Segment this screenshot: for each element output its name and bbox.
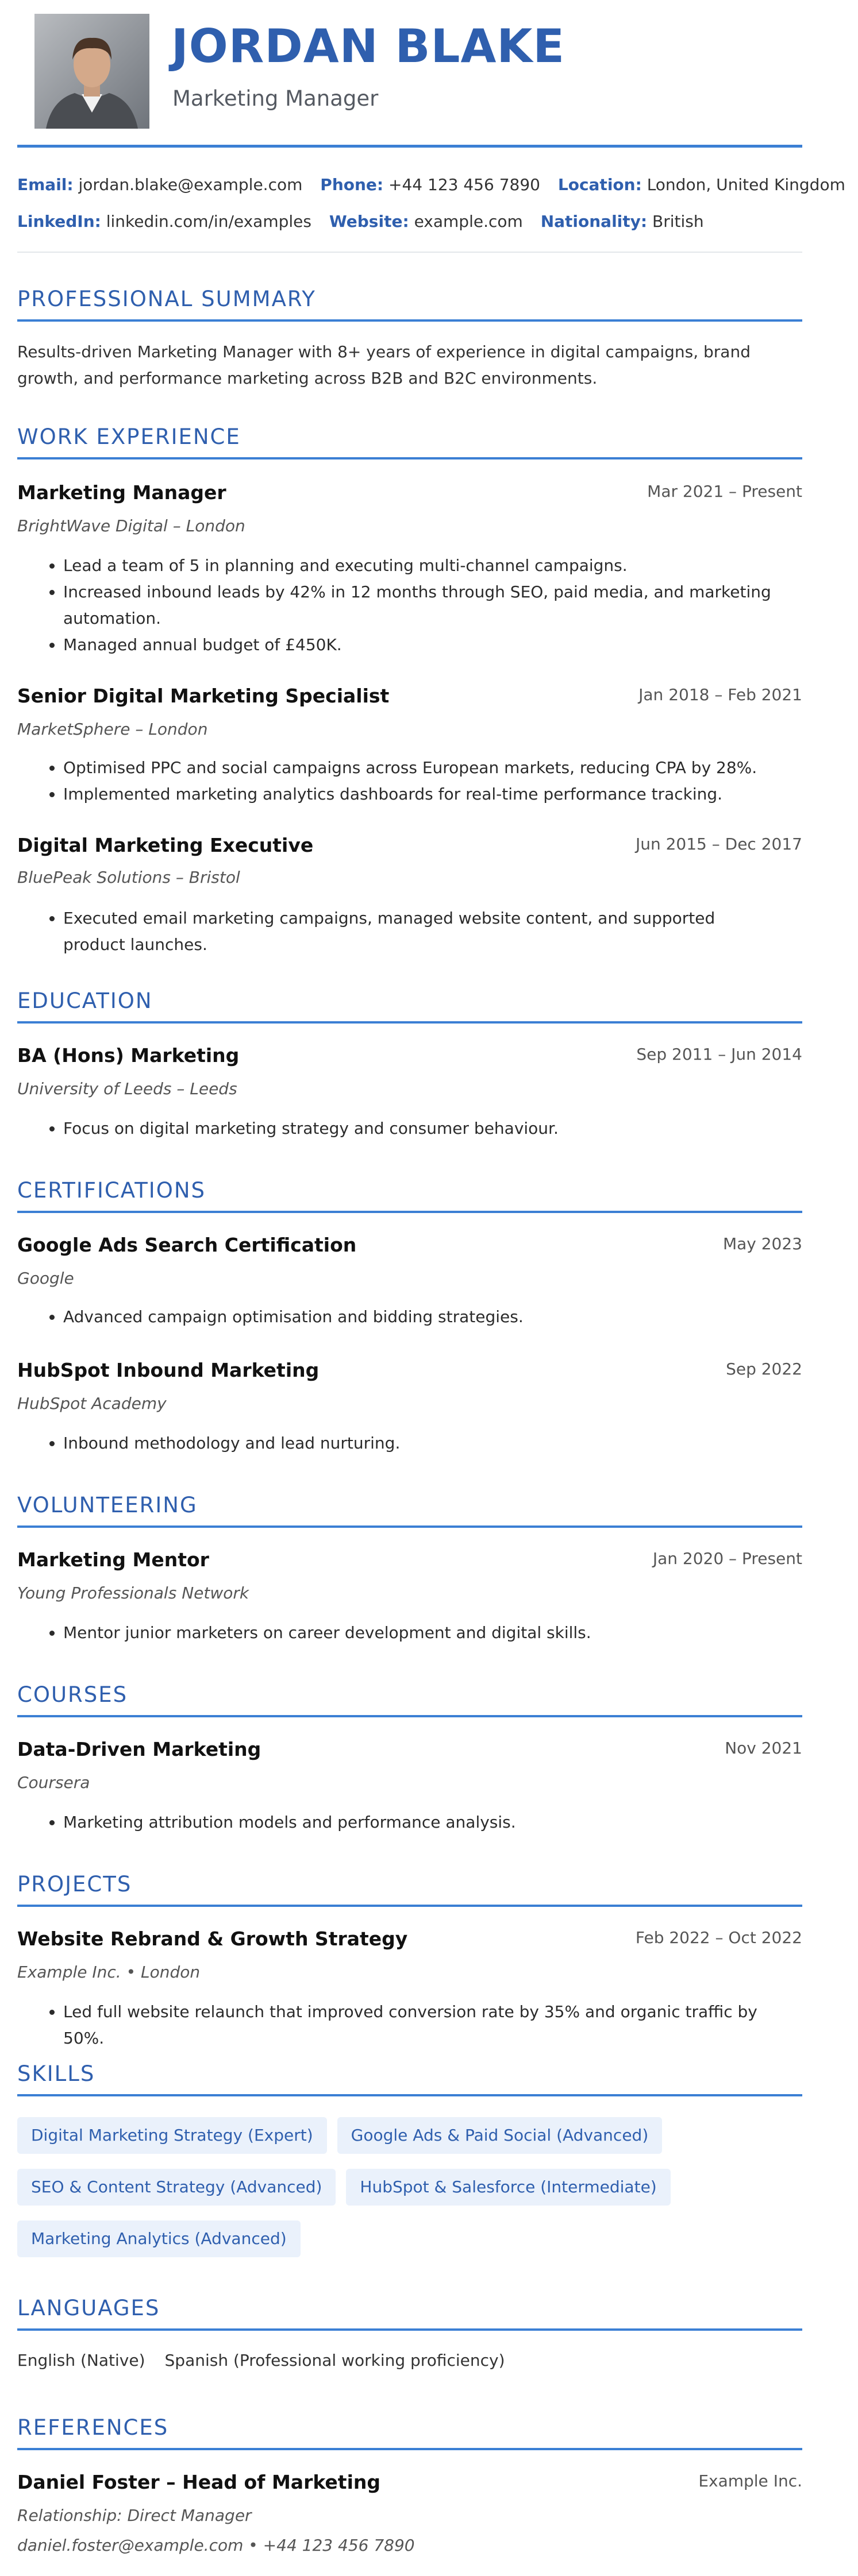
bullet-item: • Lead a team of 5 in planning and executing multi-channel campaigns. (63, 553, 776, 579)
phone-value[interactable]: +44 123 456 7890 (388, 175, 540, 194)
cert-title: HubSpot Inbound Marketing (17, 1359, 320, 1381)
job-dates: Mar 2021 – Present (647, 482, 802, 501)
job-title: Digital Marketing Executive (17, 834, 314, 856)
bullet-item: • Optimised PPC and social campaigns across European markets, reducing CPA by 28%. (63, 755, 776, 781)
skill-chip: Google Ads & Paid Social (Advanced) (337, 2117, 663, 2154)
bullet-item: • Marketing attribution models and performance analysis. (63, 1809, 776, 1836)
degree-title: BA (Hons) Marketing (17, 1044, 240, 1067)
section-title: EDUCATION (17, 988, 153, 1013)
reference-name: Daniel Foster – Head of Marketing (17, 2471, 380, 2493)
languages-list (17, 2349, 525, 2372)
section-title: REFERENCES (17, 2415, 169, 2440)
volunteer-bullets (17, 1620, 776, 1646)
skill-chip: Digital Marketing Strategy (Expert) (17, 2117, 327, 2154)
job-bullets (17, 905, 776, 958)
linkedin-label: LinkedIn: (17, 212, 101, 231)
contact-divider (17, 252, 802, 253)
reference-relationship: Relationship: Direct Manager (17, 2506, 252, 2525)
job-dates: Jun 2015 – Dec 2017 (635, 835, 802, 853)
section-title: CERTIFICATIONS (17, 1178, 206, 1203)
contact-linkedin (17, 212, 311, 231)
reference-company: Example Inc. (698, 2471, 802, 2490)
project-org: Example Inc. • London (17, 1963, 201, 1982)
volunteer-dates: Jan 2020 – Present (652, 1549, 802, 1568)
section-courses (17, 1682, 802, 1717)
job-company: BrightWave Digital – London (17, 516, 245, 535)
bullet-item: • Managed annual budget of £450K. (63, 632, 776, 658)
job-title: Marketing Manager (17, 481, 226, 504)
section-divider (17, 2094, 802, 2096)
section-divider (17, 319, 802, 322)
section-title: LANGUAGES (17, 2296, 160, 2320)
project-bullets (17, 1999, 776, 2052)
website-label: Website: (329, 212, 409, 231)
email-value[interactable]: jordan.blake@example.com (78, 175, 303, 194)
nationality-value: British (652, 212, 704, 231)
person-photo-icon (34, 14, 149, 129)
bullet-item: • Inbound methodology and lead nurturing. (63, 1430, 776, 1457)
skill-chip: Marketing Analytics (Advanced) (17, 2220, 301, 2257)
course-date: Nov 2021 (725, 1739, 802, 1758)
contact-email (17, 175, 302, 194)
section-certifications (17, 1177, 802, 1213)
bullet-item: • Increased inbound leads by 42% in 12 months through SEO, paid media, and marketing automation. (63, 579, 776, 632)
linkedin-value[interactable]: linkedin.com/in/examples (106, 212, 311, 231)
volunteer-role: Marketing Mentor (17, 1548, 209, 1571)
skill-chip: HubSpot & Salesforce (Intermediate) (346, 2169, 670, 2206)
location-label: Location: (557, 175, 642, 194)
summary-text: Results-driven Marketing Manager with 8+ years of experience in digital campaigns, brand growth, and performance marketing across B2B and B2C environments. (17, 342, 751, 388)
skills-row (17, 2169, 802, 2220)
skills-row (17, 2117, 802, 2169)
project-dates: Feb 2022 – Oct 2022 (635, 1928, 802, 1947)
cert-date: May 2023 (722, 1234, 802, 1253)
section-divider (17, 1021, 802, 1024)
contact-phone (320, 175, 540, 194)
course-title: Data-Driven Marketing (17, 1738, 261, 1760)
bullet-item: • Focus on digital marketing strategy and consumer behaviour. (63, 1115, 776, 1142)
section-languages (17, 2295, 802, 2331)
avatar (34, 14, 149, 129)
degree-school: University of Leeds – Leeds (17, 1079, 237, 1098)
bullet-item: • Led full website relaunch that improved conversion rate by 35% and organic traffic by 50%. (63, 1999, 776, 2052)
header-divider (17, 145, 802, 148)
language-item: Spanish (Professional working proficiency) (164, 2351, 505, 2370)
project-title: Website Rebrand & Growth Strategy (17, 1928, 408, 1950)
section-title: SKILLS (17, 2061, 95, 2086)
contact-line-2 (17, 207, 802, 244)
skill-chip: SEO & Content Strategy (Advanced) (17, 2169, 336, 2206)
section-divider (17, 1525, 802, 1528)
cert-date: Sep 2022 (726, 1360, 802, 1378)
section-divider (17, 2448, 802, 2450)
bullet-item: • Mentor junior marketers on career development and digital skills. (63, 1620, 776, 1646)
section-divider (17, 457, 802, 459)
reference-contact[interactable]: daniel.foster@example.com • +44 123 456 7890 (17, 2536, 415, 2555)
section-divider (17, 1905, 802, 1907)
degree-dates: Sep 2011 – Jun 2014 (636, 1045, 802, 1064)
section-experience (17, 424, 802, 459)
skills-row (17, 2220, 802, 2272)
course-bullets (17, 1809, 776, 1836)
section-divider (17, 1715, 802, 1717)
contact-info (17, 170, 845, 244)
contact-website (329, 212, 523, 231)
bullet-item: • Executed email marketing campaigns, managed website content, and supported product launches. (63, 905, 776, 958)
bullet-item: • Advanced campaign optimisation and bidding strategies. (63, 1304, 776, 1330)
cert-title: Google Ads Search Certification (17, 1234, 357, 1256)
job-bullets (17, 755, 776, 808)
course-provider: Coursera (17, 1773, 90, 1792)
candidate-title: Marketing Manager (172, 86, 379, 111)
cert-issuer: HubSpot Academy (17, 1394, 167, 1413)
phone-label: Phone: (320, 175, 384, 194)
section-projects (17, 1871, 802, 1907)
section-references (17, 2415, 802, 2450)
section-divider (17, 2328, 802, 2331)
degree-bullets (17, 1115, 776, 1142)
section-divider (17, 1211, 802, 1213)
job-company: BluePeak Solutions – Bristol (17, 868, 240, 887)
language-item: English (Native) (17, 2351, 145, 2370)
contact-line-1 (17, 170, 845, 207)
section-title: COURSES (17, 1682, 128, 1707)
job-bullets (17, 553, 776, 658)
section-volunteering (17, 1492, 802, 1528)
skills-list (17, 2117, 802, 2272)
section-summary (17, 286, 802, 322)
section-title: PROJECTS (17, 1872, 132, 1897)
section-title: WORK EXPERIENCE (17, 424, 241, 449)
volunteer-org: Young Professionals Network (17, 1584, 249, 1602)
cert-bullets (17, 1430, 776, 1457)
nationality-label: Nationality: (540, 212, 648, 231)
cert-bullets (17, 1304, 776, 1330)
job-company: MarketSphere – London (17, 720, 208, 739)
bullet-item: • Implemented marketing analytics dashboards for real-time performance tracking. (63, 781, 776, 808)
section-title: VOLUNTEERING (17, 1493, 198, 1517)
location-value: London, United Kingdom (647, 175, 845, 194)
job-title: Senior Digital Marketing Specialist (17, 685, 390, 707)
section-education (17, 988, 802, 1024)
candidate-name: JORDAN BLAKE (171, 20, 565, 73)
section-skills (17, 2061, 802, 2096)
website-value[interactable]: example.com (414, 212, 523, 231)
job-dates: Jan 2018 – Feb 2021 (638, 685, 802, 704)
cert-issuer: Google (17, 1269, 74, 1288)
contact-nationality (541, 212, 704, 231)
resume-header (17, 0, 802, 142)
email-label: Email: (17, 175, 74, 194)
contact-location (558, 175, 845, 194)
section-title: PROFESSIONAL SUMMARY (17, 287, 316, 311)
